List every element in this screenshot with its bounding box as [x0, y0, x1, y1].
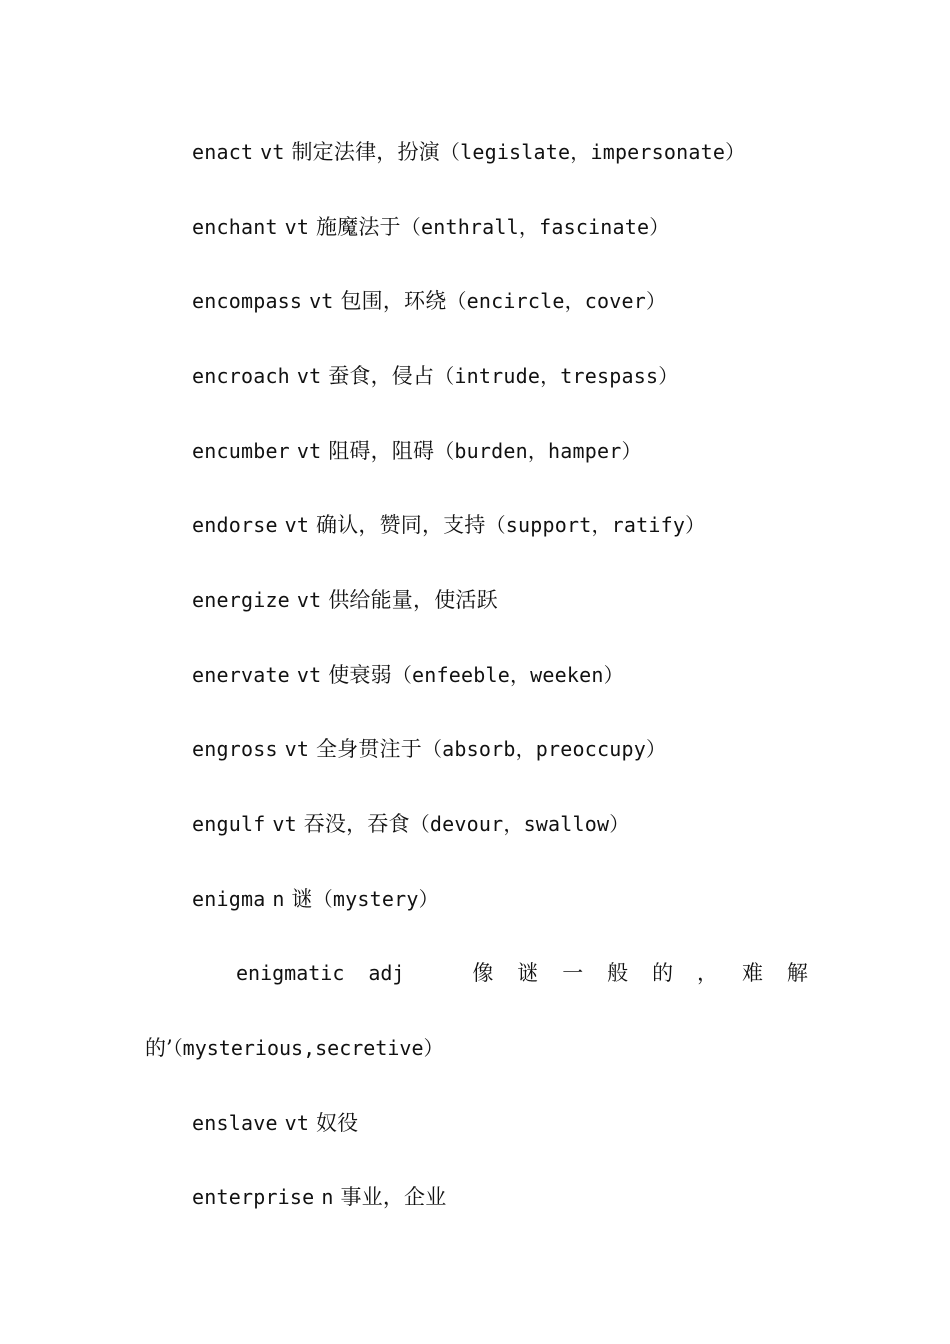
entry-word: enchant — [192, 215, 278, 239]
entry-meaning-char: 谜 — [517, 961, 539, 985]
entry-synonyms: （legislate，impersonate） — [439, 140, 746, 164]
entry-meaning: 使衰弱 — [328, 663, 392, 687]
vocab-entry-engross — [192, 734, 666, 764]
vocab-entry-enigma — [192, 884, 439, 914]
entry-pos: adj — [368, 961, 405, 985]
entry-synonyms: （intrude，trespass） — [434, 364, 679, 388]
vocab-entry-enervate — [192, 660, 624, 690]
entry-synonyms: （absorb，preoccupy） — [421, 737, 667, 761]
entry-synonyms: （devour，swallow） — [409, 812, 630, 836]
entry-meaning-char: 难 — [741, 961, 763, 985]
entry-synonyms: （encircle，cover） — [446, 289, 667, 313]
entry-meaning-char: 一 — [562, 961, 584, 985]
entry-word: enigmatic — [236, 961, 345, 985]
entry-synonyms: （enfeeble，weeken） — [391, 663, 624, 687]
entry-word: energize — [192, 588, 290, 612]
entry-word: enslave — [192, 1111, 278, 1135]
entry-synonyms: （mysterious,secretive） — [172, 1036, 444, 1060]
vocab-entry-endorse — [192, 510, 705, 540]
entry-word: enact — [192, 140, 254, 164]
entry-word: encroach — [192, 364, 290, 388]
entry-pos: vt — [296, 439, 322, 463]
entry-meaning: 制定法律，扮演 — [291, 140, 440, 164]
entry-meaning-char: 的 — [652, 961, 674, 985]
entry-pos: vt — [260, 140, 285, 164]
entry-meaning: 供给能量，使活跃 — [328, 588, 498, 612]
entry-word: encumber — [192, 439, 290, 463]
entry-word: enervate — [192, 663, 290, 687]
entry-meaning: 蚕食，侵占 — [328, 364, 435, 388]
entry-meaning: 施魔法于 — [315, 215, 401, 239]
entry-pos: n — [272, 887, 285, 911]
vocab-entry-encompass — [192, 286, 666, 316]
entry-pos: vt — [272, 812, 297, 836]
entry-word: encompass — [192, 289, 303, 313]
entry-synonyms: （burden，hamper） — [434, 439, 642, 463]
vocab-entry-encroach — [192, 361, 678, 391]
vocab-entry-enigmatic-continuation — [145, 1033, 444, 1063]
entry-pos: vt — [284, 513, 310, 537]
entry-pos: vt — [284, 1111, 310, 1135]
entry-word: enterprise — [192, 1185, 315, 1209]
entry-pos: vt — [296, 364, 322, 388]
entry-meaning-char: ， — [697, 961, 718, 985]
entry-synonyms: （enthrall，fascinate） — [400, 215, 670, 239]
entry-synonyms: （support，ratify） — [485, 513, 706, 537]
entry-synonyms: （mystery） — [312, 887, 439, 911]
vocab-entry-enchant — [192, 212, 669, 242]
entry-meaning: 谜 — [291, 887, 313, 911]
entry-word: engross — [192, 737, 278, 761]
entry-pos: vt — [309, 289, 334, 313]
entry-meaning: 确认，赞同，支持 — [315, 513, 486, 537]
entry-word: enigma — [192, 887, 266, 911]
entry-meaning-char: 般 — [607, 961, 629, 985]
entry-pos: vt — [284, 215, 310, 239]
vocab-entry-enslave — [192, 1108, 358, 1138]
entry-meaning-char: 像 — [472, 961, 494, 985]
entry-meaning: 事业，企业 — [340, 1185, 447, 1209]
entry-meaning-char: 解 — [786, 961, 808, 985]
entry-meaning: 全身贯注于 — [315, 737, 422, 761]
vocab-entry-enterprise — [192, 1182, 446, 1212]
vocab-entry-energize — [192, 585, 498, 615]
vocab-entry-enact — [192, 137, 745, 167]
entry-pos: vt — [284, 737, 310, 761]
vocab-entry-enigmatic — [236, 958, 808, 988]
vocab-entry-engulf — [192, 809, 629, 839]
entry-meaning: 奴役 — [315, 1111, 359, 1135]
entry-meaning: 包围，环绕 — [340, 289, 447, 313]
entry-word: engulf — [192, 812, 266, 836]
entry-meaning: 阻碍，阻碍 — [328, 439, 435, 463]
entry-pos: n — [321, 1185, 334, 1209]
entry-meaning: 吞没，吞食 — [303, 812, 410, 836]
vocab-entry-encumber — [192, 436, 642, 466]
entry-pos: vt — [296, 663, 322, 687]
entry-word: endorse — [192, 513, 278, 537]
entry-pos: vt — [296, 588, 322, 612]
entry-meaning-tail: 的’ — [145, 1036, 173, 1060]
